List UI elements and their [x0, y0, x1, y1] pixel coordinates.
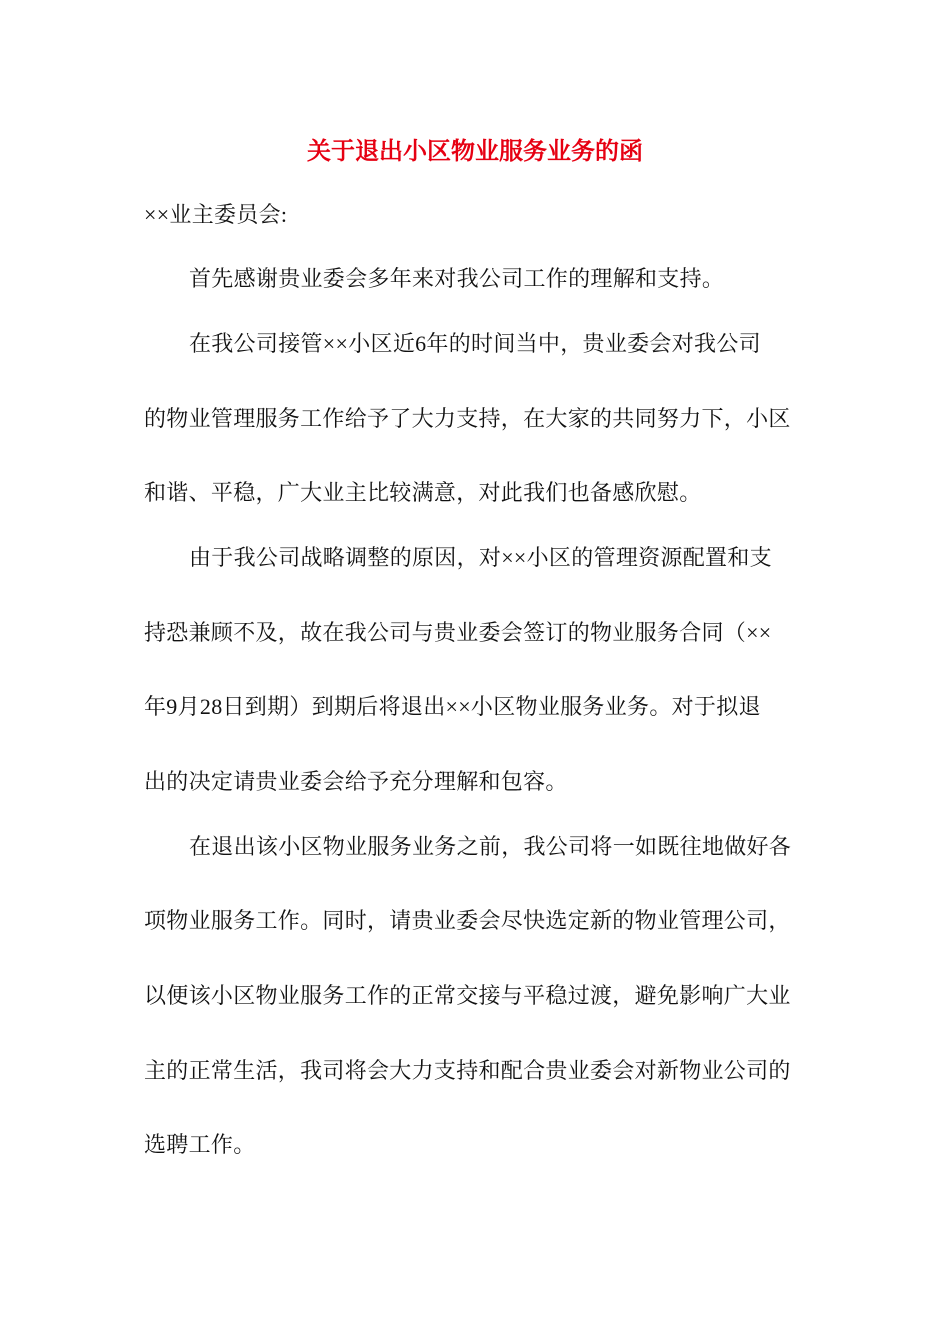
paragraph-line: 出的决定请贵业委会给予充分理解和包容。 [144, 769, 568, 794]
paragraph-line: 年9月28日到期）到期后将退出××小区物业服务业务。对于拟退 [144, 694, 761, 719]
paragraph-line: 的物业管理服务工作给予了大力支持，在大家的共同努力下，小区 [144, 406, 791, 431]
paragraph-line: 由于我公司战略调整的原因，对××小区的管理资源配置和支 [189, 545, 772, 570]
salutation: ××业主委员会: [144, 202, 288, 227]
paragraph-line: 首先感谢贵业委会多年来对我公司工作的理解和支持。 [189, 266, 725, 291]
paragraph-line: 在退出该小区物业服务业务之前，我公司将一如既往地做好各 [189, 834, 792, 859]
paragraph-line: 持恐兼顾不及，故在我公司与贵业委会签订的物业服务合同（×× [144, 620, 772, 645]
paragraph-line: 在我公司接管××小区近6年的时间当中，贵业委会对我公司 [189, 331, 761, 356]
paragraph-line: 项物业服务工作。同时，请贵业委会尽快选定新的物业管理公司， [144, 908, 791, 933]
document-title: 关于退出小区物业服务业务的函 [307, 138, 643, 165]
paragraph-line: 选聘工作。 [144, 1132, 256, 1157]
paragraph-line: 以便该小区物业服务工作的正常交接与平稳过渡，避免影响广大业 [144, 983, 791, 1008]
paragraph-line: 和谐、平稳，广大业主比较满意，对此我们也备感欣慰。 [144, 480, 702, 505]
paragraph-line: 主的正常生活，我司将会大力支持和配合贵业委会对新物业公司的 [144, 1058, 791, 1083]
